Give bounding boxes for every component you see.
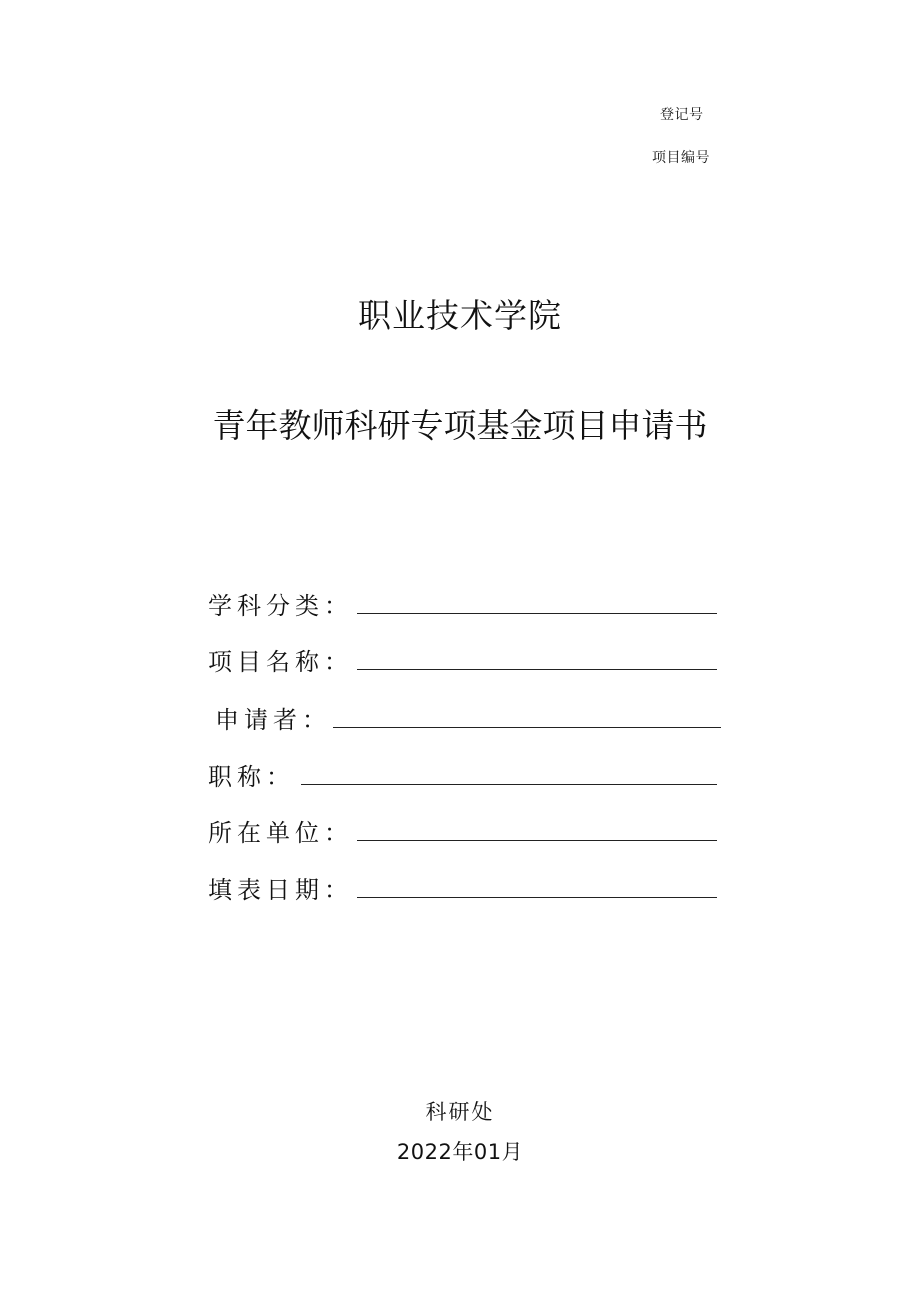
registration-number-label: 登记号 [660, 107, 704, 123]
footer-office: 科研处 [425, 1100, 495, 1124]
project-number-label: 项目编号 [652, 150, 710, 166]
field-applicant [0, 700, 920, 734]
job-title-label: 职称： [208, 763, 295, 791]
applicant-label: 申请者： [215, 706, 331, 734]
field-job-title [0, 757, 920, 791]
project-name-line[interactable] [357, 669, 717, 670]
institution-title: 职业技术学院 [358, 296, 562, 335]
organization-line[interactable] [357, 840, 717, 841]
footer-date: 2022年01月 [396, 1140, 524, 1164]
fill-date-label: 填表日期： [208, 876, 353, 904]
field-project-name [0, 642, 920, 676]
fill-date-line[interactable] [357, 897, 717, 898]
subject-category-line[interactable] [357, 613, 717, 614]
field-fill-date [0, 870, 920, 904]
field-subject-category [0, 586, 920, 620]
project-name-label: 项目名称： [208, 648, 353, 676]
applicant-line[interactable] [333, 727, 721, 728]
organization-label: 所在单位： [208, 819, 353, 847]
job-title-line[interactable] [301, 784, 717, 785]
field-organization [0, 813, 920, 847]
document-title: 青年教师科研专项基金项目申请书 [212, 406, 708, 445]
subject-category-label: 学科分类： [208, 592, 353, 620]
